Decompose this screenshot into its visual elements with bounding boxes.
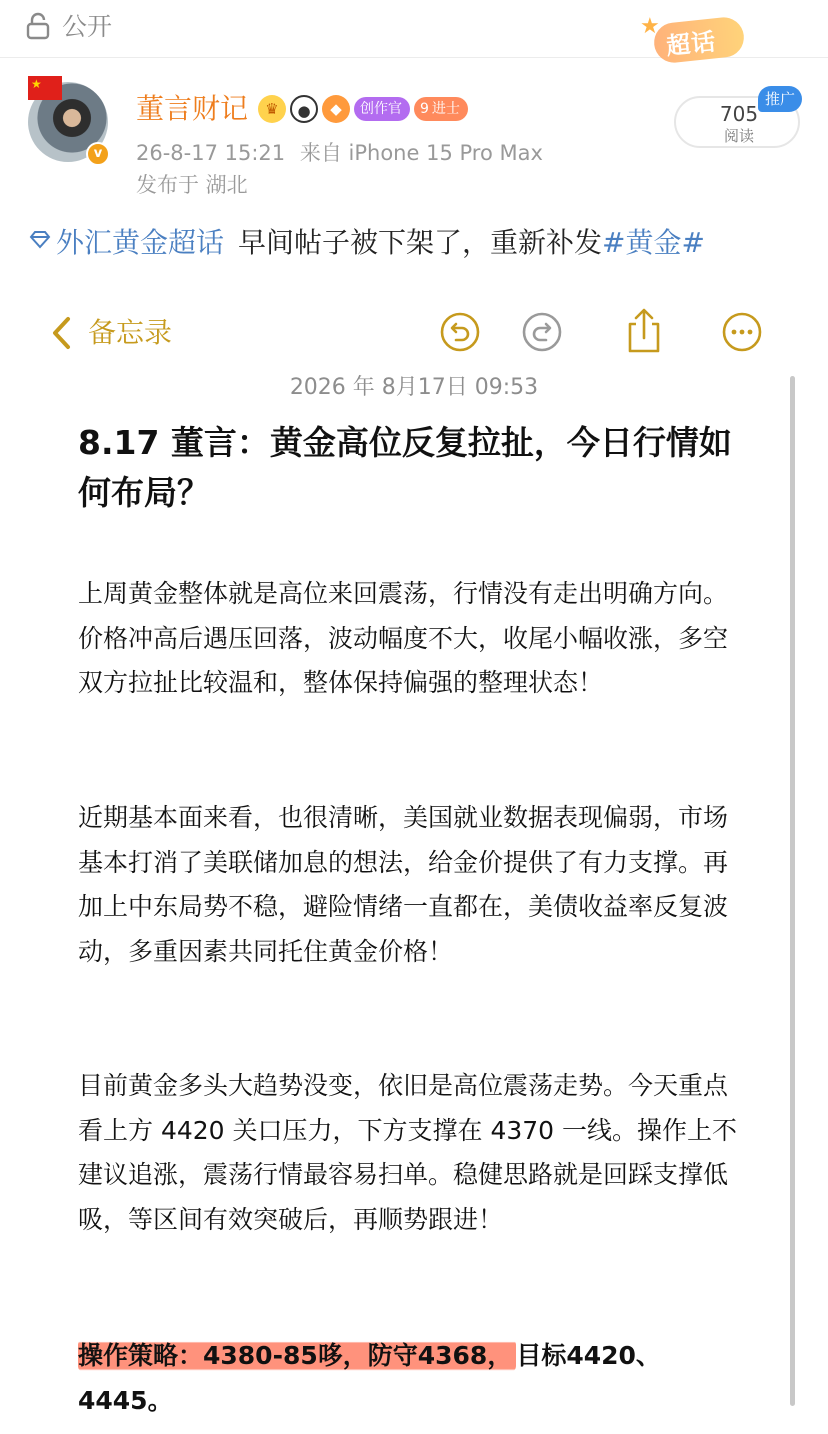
- star-icon: ★: [640, 14, 660, 39]
- post-text-line: [28, 224, 705, 262]
- read-count: 705: [719, 102, 759, 126]
- top-bar: [0, 0, 828, 61]
- creator-badge-label: 创作官: [360, 101, 402, 117]
- chaohua-badge[interactable]: [640, 14, 750, 62]
- memo-paragraph-1: 上周黄金整体就是高位来回震荡，行情没有走出明确方向。价格冲高后遇压回落，波动幅度不大，收尾小幅收涨，多空双方拉扯比较温和，整体保持偏强的整理状态！: [78, 579, 729, 697]
- topic-link[interactable]: 外汇黄金超话: [56, 226, 225, 259]
- post-text: 早间帖子被下架了，重新补发: [238, 226, 603, 259]
- jinshi-level: 9: [420, 101, 429, 117]
- strategy-highlight: 操作策略：4380-85哆，防守4368，: [78, 1339, 516, 1372]
- memo-title: 8.17 董言：黄金高位反复拉扯，今日行情如何布局？: [78, 423, 732, 512]
- panda-badge-icon[interactable]: ●: [290, 95, 318, 123]
- undo-icon[interactable]: [440, 312, 480, 352]
- back-label[interactable]: 备忘录: [88, 316, 173, 349]
- read-label: 阅读: [723, 127, 754, 145]
- fish-badge-icon[interactable]: ◆: [322, 95, 350, 123]
- promo-tag[interactable]: 推广: [758, 86, 802, 112]
- verified-icon: v: [86, 142, 110, 166]
- redo-icon[interactable]: [522, 312, 562, 352]
- post-timestamp: 26-8-17 15:21: [136, 141, 286, 165]
- jinshi-label: 进士: [431, 101, 460, 117]
- share-icon[interactable]: [624, 308, 664, 354]
- memo-screenshot[interactable]: [0, 282, 828, 1434]
- username[interactable]: 董言财记: [136, 92, 249, 125]
- avatar[interactable]: [28, 76, 112, 166]
- back-chevron-icon[interactable]: [50, 316, 72, 350]
- crown-badge-icon[interactable]: ♛: [258, 95, 286, 123]
- scrollbar[interactable]: [790, 376, 795, 1406]
- memo-paragraph-2: 近期基本面来看，也很清晰，美国就业数据表现偏弱，市场基本打消了美联储加息的想法，给金价提供了有力支撑。再加上中东局势不稳，避险情绪一直都在，美债收益率反复波动，多重因素共同托住黄金价格！: [78, 803, 729, 966]
- jinshi-badge[interactable]: [414, 97, 468, 121]
- lock-icon: [26, 12, 50, 40]
- flag-icon: [28, 76, 62, 100]
- memo-date: 2026 年 8月17日 09:53: [289, 375, 539, 400]
- memo-strategy: [78, 1334, 738, 1423]
- post-source: 来自 iPhone 15 Pro Max: [299, 141, 543, 165]
- chaohua-label: 超话: [664, 27, 718, 61]
- post-meta: [136, 140, 543, 166]
- visibility-label[interactable]: 公开: [62, 12, 113, 41]
- strategy-target: 目标4420、4445。: [78, 1341, 661, 1415]
- topic-diamond-icon: [28, 231, 52, 249]
- hashtag-link[interactable]: #黄金#: [602, 226, 705, 259]
- memo-paragraph-3: 目前黄金多头大趋势没变，依旧是高位震荡走势。今天重点看上方 4420 关口压力，下方支撑在 4370 一线。操作上不建议追涨，震荡行情最容易扫单。稳健思路就是回踩支撑低吸，等区间有效突破后，再顺势跟进！: [78, 1071, 738, 1234]
- post-location: 发布于 湖北: [136, 173, 248, 197]
- creator-badge[interactable]: [354, 97, 410, 121]
- user-badges: [258, 94, 468, 124]
- more-icon[interactable]: [722, 312, 762, 352]
